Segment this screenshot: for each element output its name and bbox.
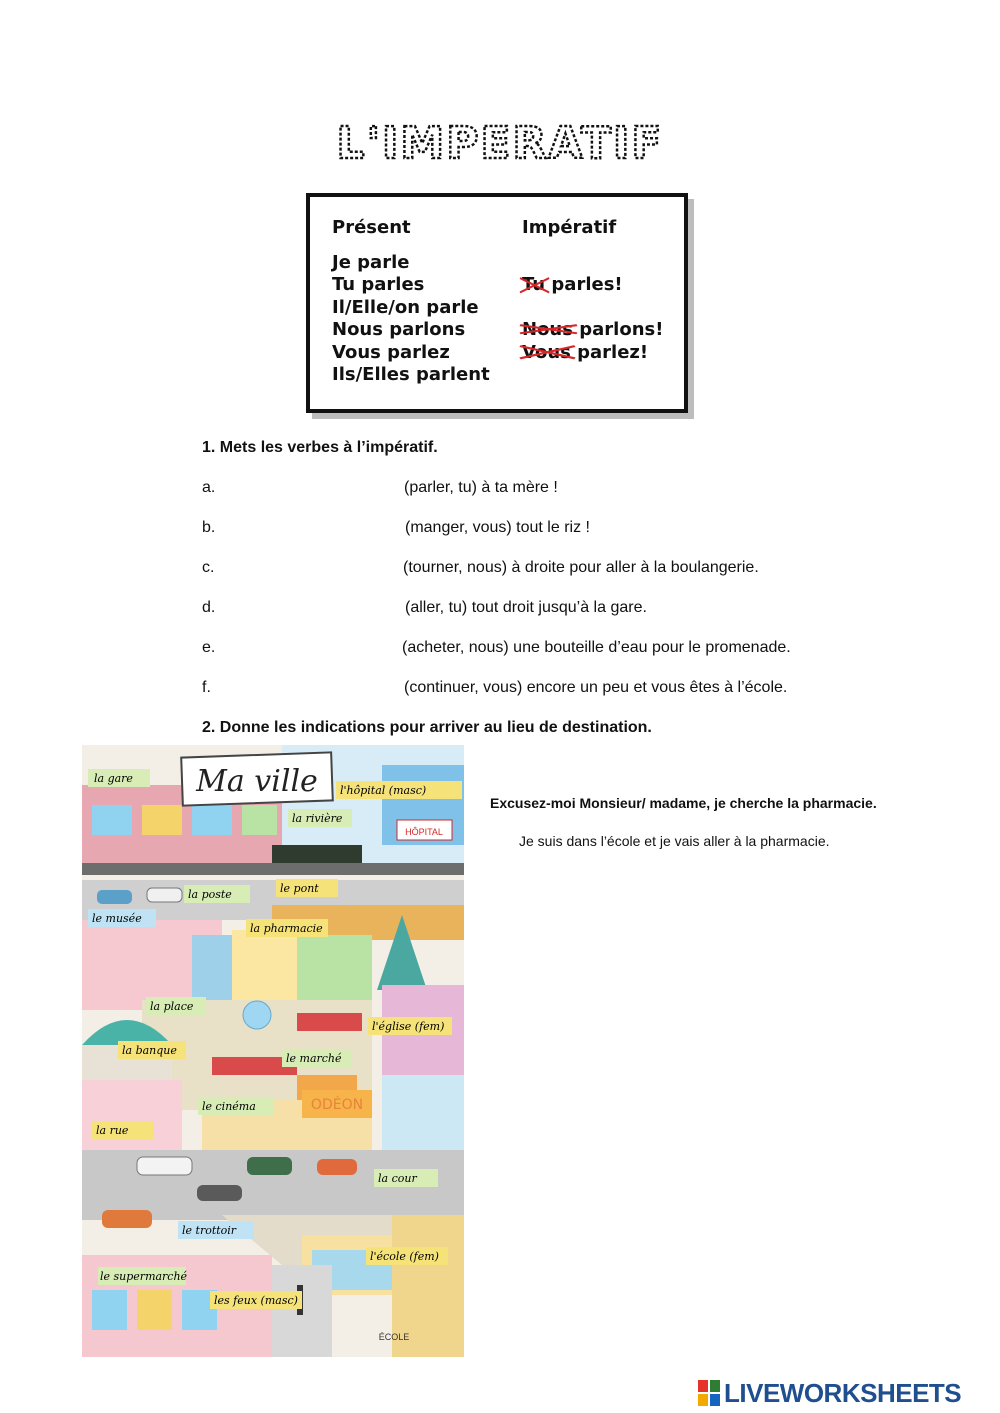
struck-pronoun	[522, 319, 573, 342]
imperatif-row	[522, 319, 663, 342]
item-letter: a.	[202, 479, 216, 496]
logo-text: LIVEWORKSHEETS	[724, 1377, 962, 1408]
label-ecole: l'école (fem)	[370, 1250, 439, 1263]
label-supermarche: le supermarché	[100, 1270, 188, 1283]
label-feux: les feux (masc)	[214, 1294, 298, 1307]
imperatif-column	[522, 217, 663, 387]
label-riviere: la rivière	[292, 812, 343, 825]
struck-pronoun	[522, 342, 571, 365]
exercise2-title: 2. Donne les indications pour arriver au lieu de destination.	[202, 719, 652, 736]
label-cour: la cour	[378, 1172, 417, 1185]
present-row: Ils/Elles parlent	[332, 364, 490, 385]
item-text: (acheter, nous) une bouteille d’eau pour le promenade.	[402, 639, 791, 656]
exercise-item	[202, 599, 902, 621]
present-row: Il/Elle/on parle	[332, 296, 479, 318]
town-map-illustration	[82, 745, 464, 1357]
strike-mark	[520, 274, 549, 297]
present-row: Vous parlez	[332, 341, 450, 363]
imperatif-row	[522, 342, 663, 365]
item-text: (tourner, nous) à droite pour aller à la boulangerie.	[403, 559, 759, 576]
struck-pronoun	[522, 274, 545, 297]
item-text: (continuer, vous) encore un peu et vous êtes à l’école.	[404, 679, 788, 696]
imperatif-row	[522, 274, 663, 297]
label-place: la place	[150, 1000, 194, 1013]
item-letter: c.	[202, 559, 215, 576]
conjugation-table	[306, 193, 688, 413]
label-pont: le pont	[280, 882, 319, 895]
label-marche: le marché	[286, 1052, 342, 1065]
map-title: Ma ville	[196, 764, 318, 799]
item-letter: e.	[202, 639, 216, 656]
present-column	[332, 217, 490, 387]
logo-mark-icon	[698, 1380, 720, 1406]
imperatif-form: parles!	[551, 274, 623, 295]
item-letter: f.	[202, 679, 211, 696]
label-rue: la rue	[96, 1124, 129, 1137]
hopital-sign: HÔPITAL	[405, 827, 443, 837]
present-row: Tu parles	[332, 274, 425, 295]
imperatif-form: parlons!	[579, 319, 664, 340]
strike-mark	[520, 319, 577, 342]
present-row: Je parle	[332, 251, 410, 273]
imperatif-header: Impératif	[522, 217, 617, 238]
exercise-item	[202, 679, 902, 701]
odeon-sign: ODÉON	[310, 1097, 364, 1113]
label-pharmacie: la pharmacie	[250, 922, 323, 935]
dialogue-answer: Je suis dans l’école et je vais aller à la pharmacie.	[519, 833, 830, 849]
label-banque: la banque	[122, 1044, 177, 1057]
imperatif-row	[522, 252, 663, 275]
title-text: L'IMPERATIF	[336, 118, 664, 169]
present-header: Présent	[332, 217, 411, 238]
item-text: (parler, tu) à ta mère !	[404, 479, 558, 496]
imperatif-row	[522, 297, 663, 320]
exercise-item	[202, 639, 902, 661]
exercise1-title: 1. Mets les verbes à l’impératif.	[202, 439, 438, 456]
struck-word: Nous	[522, 319, 573, 340]
exercise-item	[202, 559, 902, 581]
label-cinema: le cinéma	[202, 1100, 256, 1113]
imperatif-form: parlez!	[577, 341, 649, 363]
struck-word: Vous	[522, 341, 571, 363]
ecole-sign: ÉCOLE	[378, 1332, 410, 1342]
exercise-item	[202, 479, 902, 501]
label-hopital: l'hôpital (masc)	[340, 784, 427, 797]
item-letter: b.	[202, 519, 216, 536]
label-trottoir: le trottoir	[182, 1224, 237, 1237]
exercise-item	[202, 519, 902, 541]
label-eglise: l'église (fem)	[372, 1020, 445, 1033]
dialogue-question: Excusez-moi Monsieur/ madame, je cherche la pharmacie.	[490, 795, 877, 811]
present-row: Nous parlons	[332, 319, 466, 340]
label-gare: la gare	[94, 772, 133, 785]
imperatif-row	[522, 364, 663, 387]
worksheet-title	[300, 112, 700, 176]
struck-word: Tu	[522, 274, 546, 295]
label-musee: le musée	[92, 912, 142, 925]
strike-mark	[520, 342, 575, 365]
item-text: (manger, vous) tout le riz !	[405, 519, 590, 536]
item-letter: d.	[202, 599, 216, 616]
town-map-svg	[82, 745, 464, 1357]
item-text: (aller, tu) tout droit jusqu’à la gare.	[405, 599, 647, 616]
label-poste: la poste	[188, 888, 232, 901]
liveworksheets-logo[interactable]	[698, 1378, 961, 1408]
